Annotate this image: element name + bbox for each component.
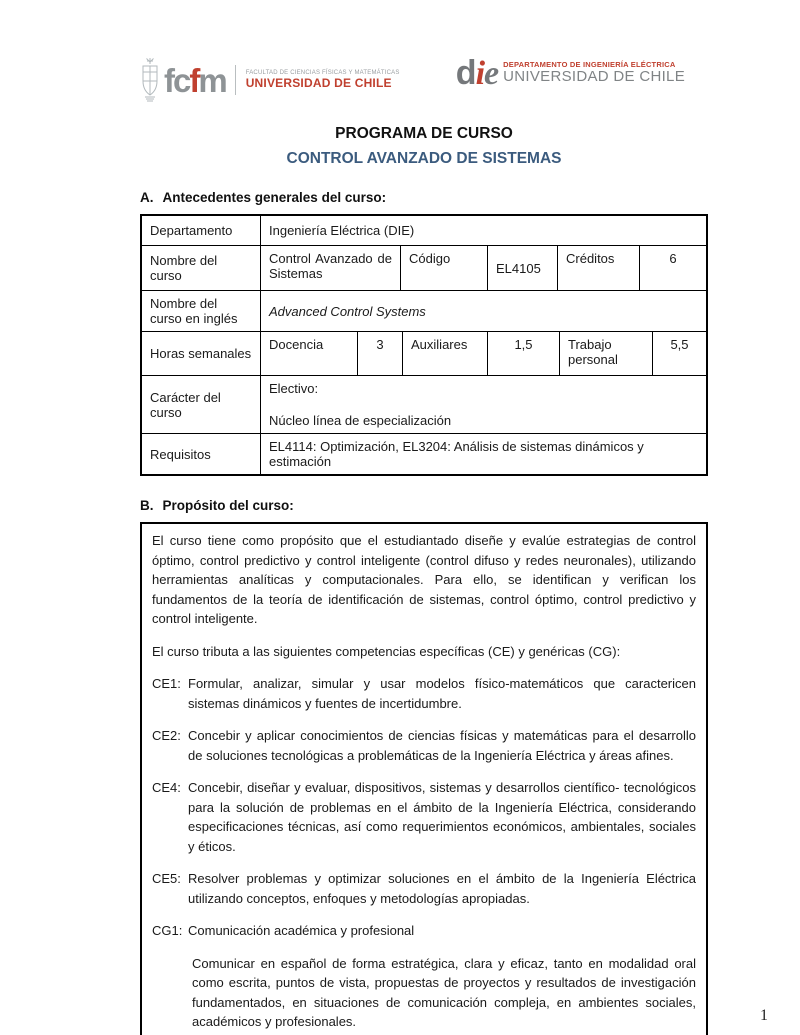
table-row-nombre-ingles	[142, 290, 706, 331]
page-number: 1	[760, 1007, 768, 1024]
caracter-value-line2: Núcleo línea de especialización	[269, 413, 452, 428]
competencia-code: CE1:	[152, 676, 181, 691]
trabajo-personal-value	[652, 332, 706, 375]
fcfm-logo	[140, 57, 400, 103]
auxiliares-label-text: Auxiliares	[411, 337, 468, 352]
logo-divider	[235, 65, 236, 95]
requisitos-value-text: EL4114: Optimización, EL3204: Análisis de sistemas dinámicos y estimación	[269, 439, 644, 469]
competencia-code: CE4:	[152, 780, 181, 795]
creditos-label-text: Créditos	[566, 251, 615, 266]
requisitos-value	[260, 434, 706, 474]
proposito-paragraph-2: El curso tributa a las siguientes competencias específicas (CE) y genéricas (CG):	[152, 643, 621, 659]
auxiliares-label	[402, 332, 487, 375]
caracter-value	[260, 376, 706, 433]
nombre-label	[142, 246, 260, 290]
title-block	[140, 125, 708, 168]
proposito-box	[140, 522, 708, 1035]
horas-label	[142, 332, 260, 375]
nombre-ingles-label-text: Nombre del curso en inglés	[150, 296, 238, 326]
caracter-label	[142, 376, 260, 433]
section-a-heading-text: Antecedentes generales del curso:	[162, 190, 387, 205]
docencia-value-text: 3	[376, 337, 384, 352]
caracter-value-line1: Electivo:	[269, 381, 319, 396]
departamento-value-text: Ingeniería Eléctrica (DIE)	[269, 223, 415, 238]
section-b-heading	[140, 498, 800, 513]
section-b-letter: B.	[140, 498, 154, 513]
docencia-label-text: Docencia	[269, 337, 324, 352]
competencia-code: CE5:	[152, 871, 181, 886]
university-shield-icon	[140, 57, 160, 103]
table-row-horas	[142, 331, 706, 375]
competencia-item-ce1	[152, 674, 696, 713]
fcfm-wordmark	[246, 70, 400, 91]
competencia-code: CG1:	[152, 923, 183, 938]
die-acronym	[455, 54, 499, 92]
die-university-line: UNIVERSIDAD DE CHILE	[503, 68, 685, 86]
nombre-ingles-value-text: Advanced Control Systems	[269, 303, 426, 319]
codigo-value-text: EL4105	[496, 260, 541, 276]
caracter-value-gap	[269, 398, 698, 412]
nombre-value	[260, 246, 400, 290]
die-letter-d: d	[455, 54, 476, 92]
codigo-label-text: Código	[409, 251, 451, 266]
codigo-label	[400, 246, 487, 290]
nombre-value-text: Control Avanzado de Sistemas	[269, 251, 392, 281]
requisitos-label	[142, 434, 260, 474]
document-title: PROGRAMA DE CURSO	[335, 125, 513, 142]
competencia-text: Concebir y aplicar conocimientos de ciencias físicas y matemáticas para el desarrollo de soluciones tecnológicas a problemáticas de la Ingeniería Eléctrica y áreas afines.	[188, 728, 696, 763]
course-title: CONTROL AVANZADO DE SISTEMAS	[286, 150, 562, 167]
competencia-item-cg1	[152, 921, 696, 941]
fcfm-university-line: UNIVERSIDAD DE CHILE	[245, 75, 392, 90]
section-b-heading-text: Propósito del curso:	[162, 498, 294, 513]
header	[0, 0, 800, 103]
horas-label-text: Horas semanales	[150, 346, 252, 361]
trabajo-personal-value-text: 5,5	[670, 337, 689, 352]
nombre-ingles-label	[142, 291, 260, 331]
nombre-label-text: Nombre del curso	[150, 253, 218, 283]
competencia-text: Resolver problemas y optimizar soluciones en el ámbito de la Ingeniería Eléctrica utilizando conceptos, enfoques y metodologías apropiadas.	[188, 871, 696, 906]
section-a-heading	[140, 190, 800, 205]
auxiliares-value	[487, 332, 559, 375]
requisitos-label-text: Requisitos	[150, 446, 211, 462]
competencia-item-ce2	[152, 726, 696, 765]
die-wordmark	[503, 61, 685, 86]
competencia-text: Concebir, diseñar y evaluar, dispositivos, sistemas y desarrollos científico- tecnológicos para la solución de problemas en el ámbito de la Ingeniería Eléctrica, considerando especificaciones técnicas, así como requerimientos económicos, ambientales, sociales y éticos.	[188, 780, 696, 854]
trabajo-personal-label-text: Trabajo personal	[568, 337, 618, 367]
proposito-paragraph-1: El curso tiene como propósito que el estudiantado diseñe y evalúe estrategias de control óptimo, control predictivo y control inteligente (control difuso y redes neuronales), utilizando herramientas analíticas y computacionales. Para ello, se identifican y verifican los fundamentos de la teoría de identificación de sistemas, control óptimo, control predictivo y control inteligente.	[152, 533, 696, 626]
caracter-label-text: Carácter del curso	[150, 389, 221, 420]
creditos-value	[639, 246, 706, 290]
fcfm-letters-gray1: fc	[164, 61, 190, 99]
table-row-requisitos	[142, 433, 706, 474]
departamento-value	[260, 216, 706, 245]
docencia-value	[357, 332, 402, 375]
die-letter-e: e	[484, 55, 499, 92]
creditos-label	[557, 246, 639, 290]
competencia-text: Comunicación académica y profesional	[188, 923, 415, 938]
competencia-text: Formular, analizar, simular y usar modelos físico-matemáticos que caractericen sistemas dinámicos y fuentes de incertidumbre.	[188, 676, 696, 711]
die-department-line: DEPARTAMENTO DE INGENIERÍA ELÉCTRICA	[503, 60, 676, 70]
fcfm-acronym	[164, 61, 226, 99]
fcfm-faculty-line: FACULTAD DE CIENCIAS FÍSICAS Y MATEMÁTICAS	[245, 69, 400, 76]
docencia-label	[260, 332, 357, 375]
nombre-ingles-value	[260, 291, 706, 331]
table-row-nombre	[142, 245, 706, 290]
competencia-item-ce4	[152, 778, 696, 856]
codigo-value	[487, 246, 557, 290]
fcfm-letter-red: f	[189, 61, 199, 99]
table-row-departamento	[142, 216, 706, 245]
die-letter-i: i	[475, 55, 485, 92]
die-logo	[455, 54, 685, 92]
cg1-detail-paragraph: Comunicar en español de forma estratégica, clara y eficaz, tanto en modalidad oral como escrita, puntos de vista, propuestas de proyectos y resultados de investigación fundamentados, en situaciones de comunicación compleja, en ambientes sociales, académicos y profesionales.	[192, 955, 696, 1029]
course-info-table	[140, 214, 708, 476]
trabajo-personal-label	[559, 332, 652, 375]
creditos-value-text: 6	[669, 251, 677, 266]
fcfm-letters-gray2: m	[198, 61, 226, 99]
auxiliares-value-text: 1,5	[514, 337, 533, 352]
departamento-label-text: Departamento	[150, 223, 233, 238]
competencia-code: CE2:	[152, 728, 181, 743]
section-a-letter: A.	[140, 190, 154, 205]
competencia-item-ce5	[152, 869, 696, 908]
departamento-label	[142, 216, 260, 245]
table-row-caracter	[142, 375, 706, 433]
